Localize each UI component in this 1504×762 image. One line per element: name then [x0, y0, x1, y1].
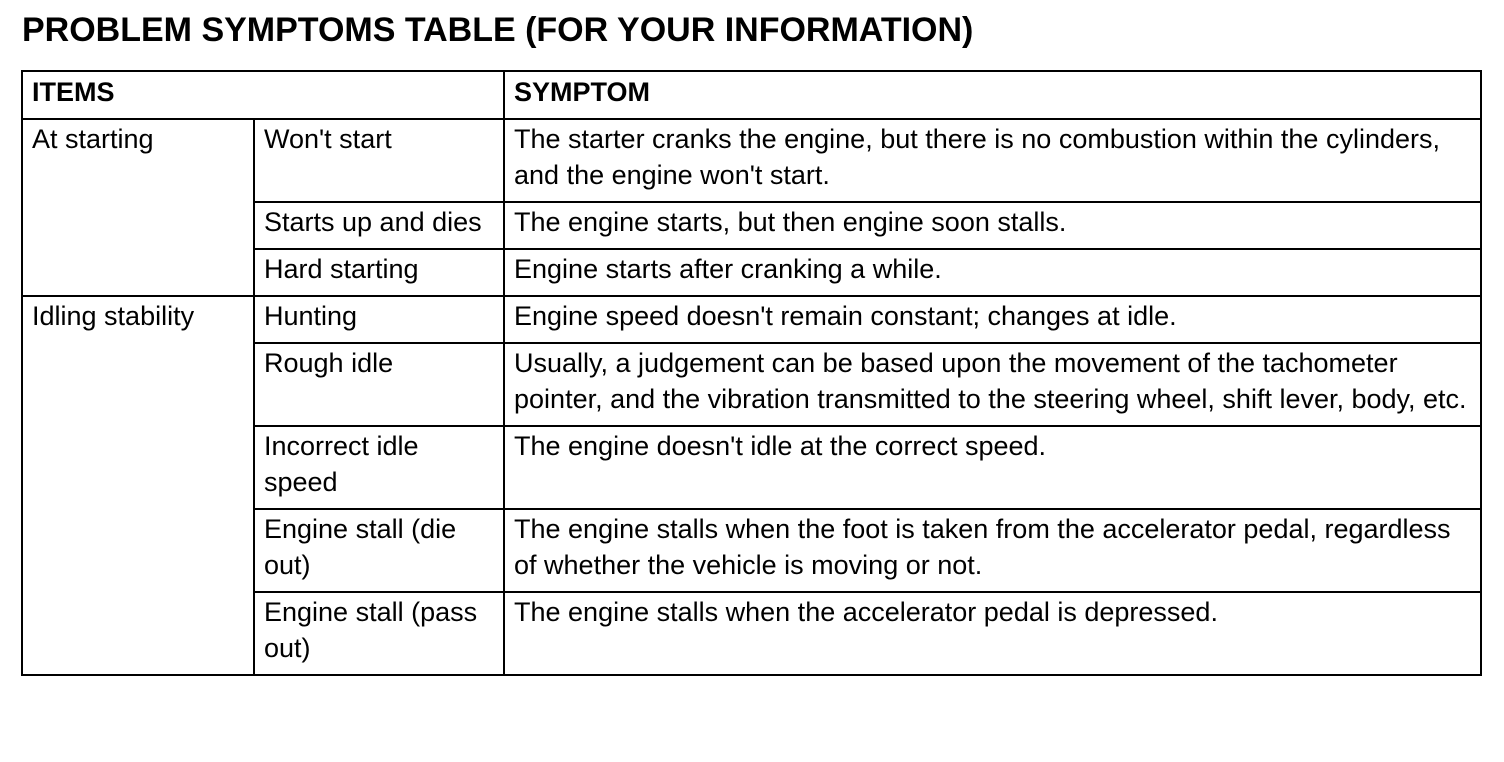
table-row	[22, 119, 1481, 202]
column-header-items: ITEMS	[22, 71, 504, 119]
symptom-cell: Engine starts after cranking a while.	[504, 249, 1481, 296]
symptom-cell: Engine speed doesn't remain constant; changes at idle.	[504, 296, 1481, 343]
symptom-cell: The engine stalls when the foot is taken from the accelerator pedal, regardless of whether the vehicle is moving or not.	[504, 509, 1481, 592]
item-cell: Won't start	[254, 119, 504, 202]
item-cell: Rough idle	[254, 343, 504, 426]
item-cell: Starts up and dies	[254, 202, 504, 249]
item-cell: Hard starting	[254, 249, 504, 296]
symptom-cell: The engine stalls when the accelerator pedal is depressed.	[504, 592, 1481, 675]
problem-symptoms-table	[21, 70, 1482, 676]
item-cell: Incorrect idle speed	[254, 426, 504, 509]
category-cell: At starting	[22, 119, 254, 296]
page-title: PROBLEM SYMPTOMS TABLE (FOR YOUR INFORMATION)	[22, 11, 974, 49]
symptom-cell: The engine starts, but then engine soon stalls.	[504, 202, 1481, 249]
table-row	[22, 296, 1481, 343]
symptom-cell: The engine doesn't idle at the correct speed.	[504, 426, 1481, 509]
category-cell: Idling stability	[22, 296, 254, 675]
symptom-cell: Usually, a judgement can be based upon the movement of the tachometer pointer, and the vibration transmitted to the steering wheel, shift lever, body, etc.	[504, 343, 1481, 426]
column-header-symptom: SYMPTOM	[504, 71, 1481, 119]
item-cell: Engine stall (die out)	[254, 509, 504, 592]
item-cell: Engine stall (pass out)	[254, 592, 504, 675]
table-header-row	[22, 71, 1481, 119]
item-cell: Hunting	[254, 296, 504, 343]
symptom-cell: The starter cranks the engine, but there is no combustion within the cylinders, and the engine won't start.	[504, 119, 1481, 202]
